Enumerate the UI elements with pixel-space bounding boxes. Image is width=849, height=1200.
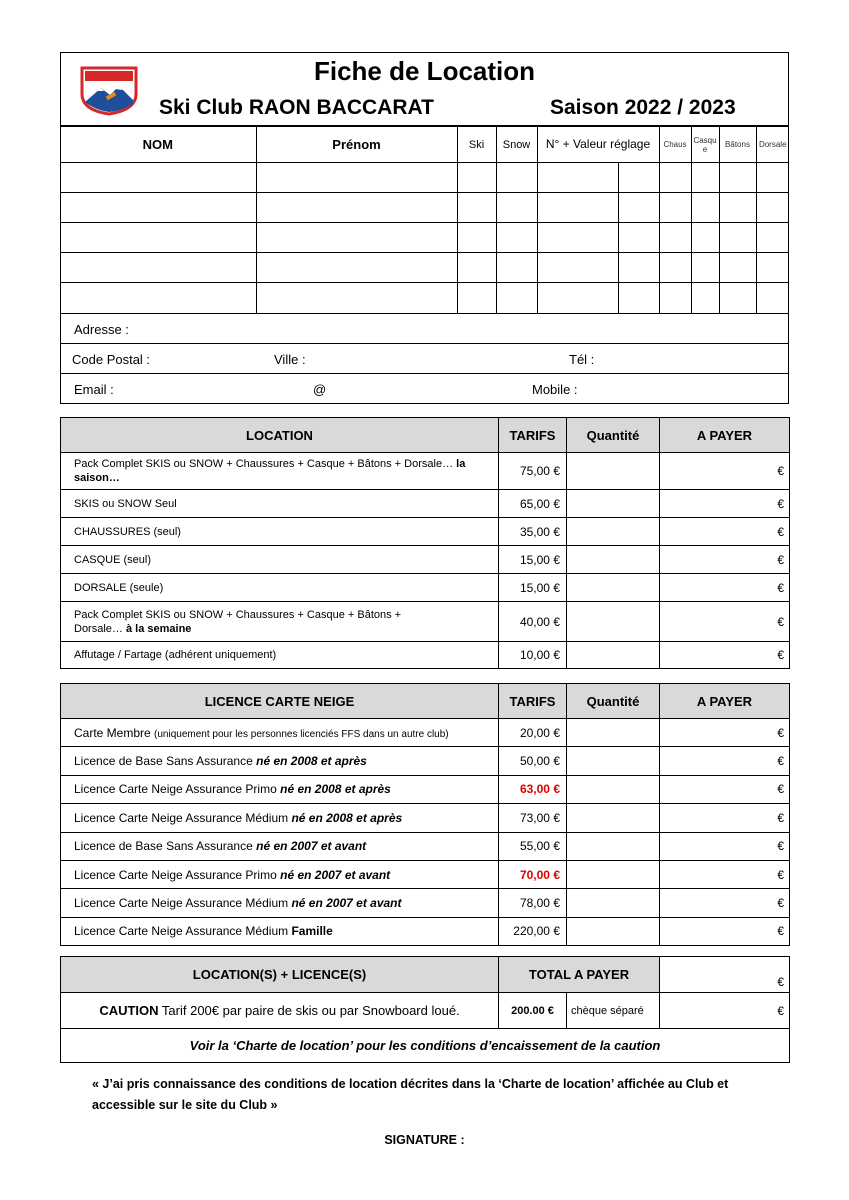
total-amount-cell[interactable]: €: [660, 957, 790, 993]
tarifs-header: TARIFS: [499, 684, 567, 719]
location-price: 35,00 €: [499, 518, 567, 546]
snow-cell[interactable]: [496, 163, 537, 193]
licence-price: 63,00 €: [499, 775, 567, 803]
reglage-val-cell[interactable]: [618, 193, 659, 223]
licence-label: [61, 917, 499, 945]
acknowledgement-text: « J’ai pris connaissance des conditions de location décrites dans la ‘Charte de location’ affichée au Club et accessible sur le site du Club »: [92, 1077, 729, 1112]
member-row[interactable]: [60, 253, 789, 283]
location-pay-cell[interactable]: €: [660, 546, 790, 574]
dorsale-cell[interactable]: [756, 163, 789, 193]
casque-cell[interactable]: [691, 253, 719, 283]
location-price: 75,00 €: [499, 453, 567, 490]
location-quantity-cell[interactable]: [567, 490, 660, 518]
code-postal-label: Code Postal :: [72, 351, 151, 367]
cheque-label: chèque séparé: [567, 993, 660, 1029]
licence-price: 50,00 €: [499, 747, 567, 775]
location-label: [61, 602, 499, 642]
caution-row-label: [61, 993, 499, 1029]
dorsale-cell[interactable]: [756, 223, 789, 253]
form-header: [61, 53, 788, 126]
member-row[interactable]: [60, 283, 789, 313]
location-row: [61, 602, 790, 642]
reglage-num-cell[interactable]: [537, 193, 618, 223]
location-label-text: DORSALE (seule): [74, 581, 164, 594]
licence-label: [61, 719, 499, 747]
licence-pay-cell[interactable]: €: [660, 832, 790, 860]
dorsale-cell[interactable]: [756, 253, 789, 283]
location-label-text: Pack Complet SKIS ou SNOW + Chaussures + Casque + Bâtons + Dorsale…: [74, 458, 454, 470]
adresse-label: Adresse :: [74, 321, 129, 337]
licence-row: [61, 832, 790, 860]
location-quantity-cell[interactable]: [567, 546, 660, 574]
member-table: [60, 126, 789, 313]
snow-cell[interactable]: [496, 253, 537, 283]
member-row[interactable]: [60, 193, 789, 223]
licence-row: [61, 917, 790, 945]
licence-row: [61, 719, 790, 747]
ski-cell[interactable]: [457, 223, 496, 253]
licence-label-text: Licence Carte Neige Assurance Médium: [74, 810, 289, 825]
licence-price: 73,00 €: [499, 804, 567, 832]
location-table: [60, 417, 790, 669]
licence-pay-cell[interactable]: €: [660, 917, 790, 945]
licence-label: [61, 889, 499, 917]
reglage-val-cell[interactable]: [618, 223, 659, 253]
at-sign: @: [313, 381, 327, 397]
licence-label: [61, 775, 499, 803]
location-label-text: Pack Complet SKIS ou SNOW + Chaussures + Casque + Bâtons + Dorsale…: [74, 608, 402, 635]
col-batons: Bâtons: [719, 127, 756, 163]
member-row[interactable]: [60, 223, 789, 253]
totals-label: LOCATION(S) + LICENCE(S): [61, 957, 499, 993]
location-quantity-cell[interactable]: [567, 453, 660, 490]
licence-pay-cell[interactable]: €: [660, 889, 790, 917]
location-quantity-cell[interactable]: [567, 642, 660, 669]
chaus-cell[interactable]: [659, 193, 691, 223]
batons-cell[interactable]: [719, 223, 756, 253]
licence-quantity-cell[interactable]: [567, 889, 660, 917]
casque-cell[interactable]: [691, 223, 719, 253]
licence-quantity-cell[interactable]: [567, 917, 660, 945]
batons-cell[interactable]: [719, 253, 756, 283]
total-label: TOTAL A PAYER: [499, 957, 660, 993]
caution-pay-cell[interactable]: €: [660, 993, 790, 1029]
licence-label-text: Carte Membre: [74, 725, 151, 740]
nom-cell[interactable]: [60, 253, 256, 283]
licence-label-bold: né en 2007 et avant: [256, 839, 367, 854]
licence-label-text: Licence de Base Sans Assurance: [74, 839, 253, 854]
snow-cell[interactable]: [496, 223, 537, 253]
licence-pay-cell[interactable]: €: [660, 860, 790, 888]
chaus-cell[interactable]: [659, 253, 691, 283]
casque-cell[interactable]: [691, 163, 719, 193]
licence-label-bold: né en 2007 et avant: [291, 896, 402, 911]
location-quantity-cell[interactable]: [567, 574, 660, 602]
batons-cell[interactable]: [719, 193, 756, 223]
casque-cell[interactable]: [691, 283, 719, 313]
prenom-cell[interactable]: [256, 283, 457, 313]
licence-label: [61, 747, 499, 775]
casque-cell[interactable]: [691, 193, 719, 223]
location-label-bold: à la semaine: [125, 622, 192, 635]
location-quantity-cell[interactable]: [567, 602, 660, 642]
a-payer-header: A PAYER: [660, 418, 790, 453]
ski-cell[interactable]: [457, 163, 496, 193]
licence-label-bold: né en 2008 et après: [256, 754, 367, 769]
licence-price: 70,00 €: [499, 860, 567, 888]
licence-label-bold: Famille: [291, 924, 333, 939]
season-label: Saison 2022 / 2023: [550, 96, 736, 119]
location-pay-cell[interactable]: €: [660, 518, 790, 546]
col-ski: Ski: [457, 127, 496, 163]
location-row: [61, 490, 790, 518]
licence-price: 20,00 €: [499, 719, 567, 747]
licence-label: [61, 832, 499, 860]
licence-pay-cell[interactable]: €: [660, 747, 790, 775]
ville-label: Ville :: [274, 351, 306, 367]
caution-bold: CAUTION: [99, 1003, 159, 1018]
address-row[interactable]: [61, 313, 788, 343]
identity-block: [60, 52, 789, 404]
location-row: [61, 518, 790, 546]
col-prenom: Prénom: [256, 127, 457, 163]
page-title: Fiche de Location: [313, 56, 536, 86]
reglage-num-cell[interactable]: [537, 253, 618, 283]
licence-label-bold: né en 2008 et après: [280, 782, 391, 797]
licence-quantity-cell[interactable]: [567, 860, 660, 888]
nom-cell[interactable]: [60, 163, 256, 193]
nom-cell[interactable]: [60, 193, 256, 223]
batons-cell[interactable]: [719, 283, 756, 313]
location-quantity-cell[interactable]: [567, 518, 660, 546]
a-payer-header: A PAYER: [660, 684, 790, 719]
licence-label-note: (uniquement pour les personnes licenciés FFS dans un autre club): [154, 728, 449, 740]
caution-amount: 200.00 €: [499, 993, 567, 1029]
location-label: [61, 453, 499, 490]
location-pay-cell[interactable]: €: [660, 574, 790, 602]
licence-label-text: Licence Carte Neige Assurance Primo: [74, 867, 277, 882]
licence-price: 78,00 €: [499, 889, 567, 917]
nom-cell[interactable]: [60, 223, 256, 253]
licence-quantity-cell[interactable]: [567, 804, 660, 832]
quantite-header: Quantité: [567, 684, 660, 719]
licence-row: [61, 747, 790, 775]
tarifs-header: TARIFS: [499, 418, 567, 453]
licence-row: [61, 775, 790, 803]
location-label-text: CHAUSSURES (seul): [74, 525, 181, 538]
charte-note: Voir la ‘Charte de location’ pour les conditions d’encaissement de la caution: [61, 1029, 790, 1063]
location-label-text: SKIS ou SNOW Seul: [74, 497, 177, 510]
licence-quantity-cell[interactable]: [567, 747, 660, 775]
licence-label-text: Licence Carte Neige Assurance Médium: [74, 896, 289, 911]
licence-row: [61, 889, 790, 917]
licence-quantity-cell[interactable]: [567, 719, 660, 747]
location-row: [61, 546, 790, 574]
ski-cell[interactable]: [457, 193, 496, 223]
location-label-text: Affutage / Fartage (adhérent uniquement): [74, 649, 277, 661]
reglage-val-cell[interactable]: [618, 163, 659, 193]
col-chaus: Chaus: [659, 127, 691, 163]
club-name: Ski Club RAON BACCARAT: [159, 96, 434, 119]
licence-price: 55,00 €: [499, 832, 567, 860]
snow-cell[interactable]: [496, 283, 537, 313]
location-price: 15,00 €: [499, 546, 567, 574]
licence-price: 220,00 €: [499, 917, 567, 945]
location-row: [61, 574, 790, 602]
dorsale-cell[interactable]: [756, 283, 789, 313]
location-header: LOCATION: [61, 418, 499, 453]
licence-pay-cell[interactable]: €: [660, 804, 790, 832]
location-price: 65,00 €: [499, 490, 567, 518]
location-pay-cell[interactable]: €: [660, 602, 790, 642]
licence-label: [61, 804, 499, 832]
quantite-header: Quantité: [567, 418, 660, 453]
dorsale-cell[interactable]: [756, 193, 789, 223]
licence-quantity-cell[interactable]: [567, 832, 660, 860]
col-nom: NOM: [60, 127, 256, 163]
prenom-cell[interactable]: [256, 253, 457, 283]
col-reglage: N° + Valeur réglage: [537, 127, 659, 163]
licence-row: [61, 860, 790, 888]
licence-label-text: Licence Carte Neige Assurance Médium: [74, 924, 289, 939]
prenom-cell[interactable]: [256, 193, 457, 223]
licence-pay-cell[interactable]: €: [660, 719, 790, 747]
location-label: [61, 574, 499, 602]
chaus-cell[interactable]: [659, 223, 691, 253]
reglage-num-cell[interactable]: [537, 223, 618, 253]
licence-table: [60, 683, 790, 946]
licence-quantity-cell[interactable]: [567, 775, 660, 803]
licence-header: LICENCE CARTE NEIGE: [61, 684, 499, 719]
location-label: [61, 490, 499, 518]
member-row[interactable]: [60, 163, 789, 193]
licence-pay-cell[interactable]: €: [660, 775, 790, 803]
nom-cell[interactable]: [60, 283, 256, 313]
licence-label-bold: né en 2008 et après: [291, 810, 403, 825]
location-label: [61, 546, 499, 574]
location-price: 40,00 €: [499, 602, 567, 642]
city-row[interactable]: [61, 343, 788, 373]
tel-label: Tél :: [569, 351, 595, 367]
location-label-bold: la saison…: [74, 458, 466, 484]
reglage-val-cell[interactable]: [618, 253, 659, 283]
member-table-header: [60, 127, 789, 163]
location-row: [61, 642, 790, 669]
totals-table: [60, 956, 790, 1063]
location-row: [61, 453, 790, 490]
licence-label-text: Licence de Base Sans Assurance: [74, 754, 253, 769]
signature-label: SIGNATURE :: [384, 1133, 465, 1147]
location-label: [61, 518, 499, 546]
location-price: 10,00 €: [499, 642, 567, 669]
reglage-num-cell[interactable]: [537, 283, 618, 313]
licence-label-bold: né en 2007 et avant: [280, 867, 391, 882]
reglage-val-cell[interactable]: [618, 283, 659, 313]
location-price: 15,00 €: [499, 574, 567, 602]
caution-text: Tarif 200€ par paire de skis ou par Snowboard loué.: [161, 1003, 460, 1018]
ski-cell[interactable]: [457, 283, 496, 313]
batons-cell[interactable]: [719, 163, 756, 193]
col-dorsale: Dorsale: [756, 127, 789, 163]
prenom-cell[interactable]: [256, 223, 457, 253]
snow-cell[interactable]: [496, 193, 537, 223]
chaus-cell[interactable]: [659, 163, 691, 193]
licence-label-text: Licence Carte Neige Assurance Primo: [74, 782, 277, 797]
email-label: Email :: [74, 381, 114, 397]
email-row[interactable]: [61, 373, 788, 403]
reglage-num-cell[interactable]: [537, 163, 618, 193]
licence-label: [61, 860, 499, 888]
licence-row: [61, 804, 790, 832]
location-pay-cell[interactable]: €: [660, 453, 790, 490]
col-snow: Snow: [496, 127, 537, 163]
mobile-label: Mobile :: [532, 381, 578, 397]
location-label: [61, 642, 499, 669]
col-casque: Casque: [691, 127, 719, 163]
location-label-text: CASQUE (seul): [74, 553, 152, 566]
ski-cell[interactable]: [457, 253, 496, 283]
chaus-cell[interactable]: [659, 283, 691, 313]
prenom-cell[interactable]: [256, 163, 457, 193]
location-pay-cell[interactable]: €: [660, 490, 790, 518]
location-pay-cell[interactable]: €: [660, 642, 790, 669]
